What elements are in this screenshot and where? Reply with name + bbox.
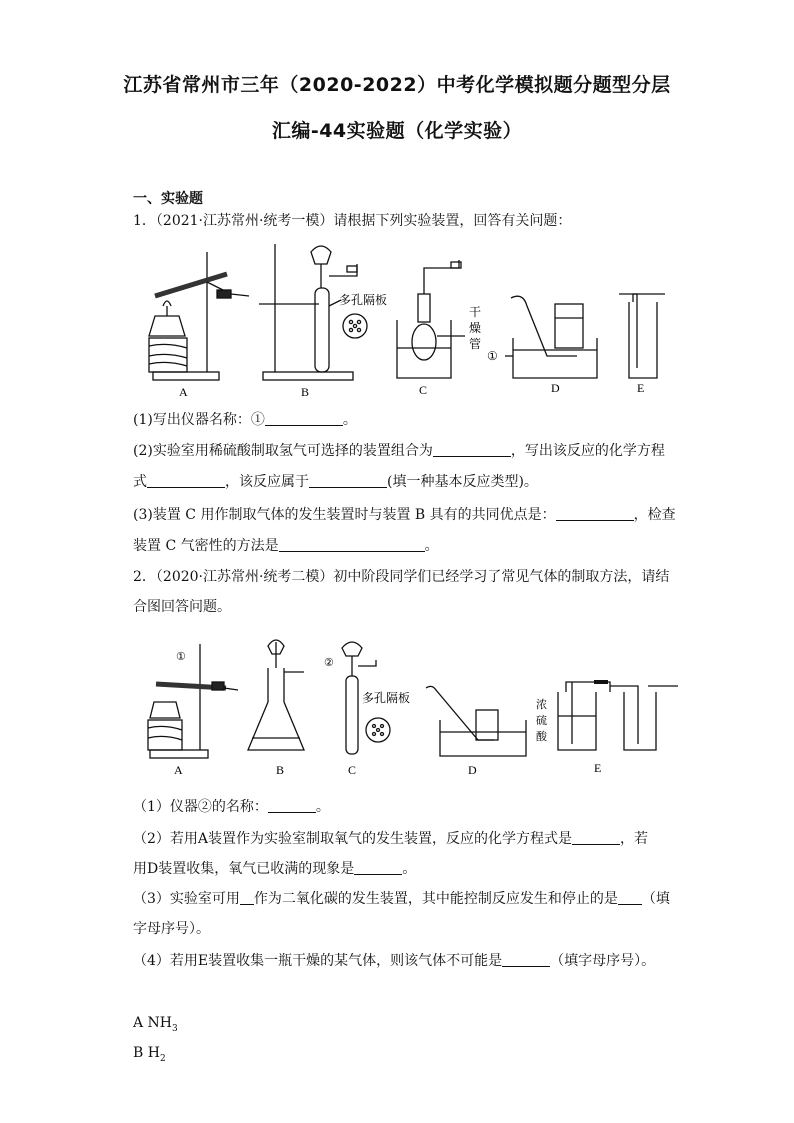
q1-part2-blank-c[interactable]	[309, 473, 387, 488]
q1-a-flame	[163, 301, 171, 306]
q1-label-b: B	[301, 385, 310, 399]
q2-label-d: D	[468, 763, 477, 777]
q1-part3-line1: (3)装置 C 用作制取气体的发生装置时与装置 B 具有的共同优点是： ，检查	[133, 507, 676, 523]
q1-dry-1: 干	[469, 305, 482, 319]
q2-part3-line2: 字母序号）。	[133, 921, 210, 937]
q1-part2-line2: 式 ，该反应属于 (填一种基本反应类型)。	[133, 474, 538, 490]
q2-part2-blank-a[interactable]	[572, 830, 620, 845]
doc-title-line1: 江苏省常州市三年（2020-2022）中考化学模拟题分题型分层	[123, 74, 671, 96]
q2-part2-line2: 用D装置收集，氧气已收满的现象是 。	[133, 861, 417, 877]
q1-part1: (1)写出仪器名称：① 。	[133, 412, 357, 428]
q1-label-e: E	[637, 381, 645, 395]
q2-part3-line1: （3）实验室可用 作为二氧化碳的发生装置，其中能控制反应发生和停止的是 （填	[133, 891, 670, 907]
q1-label-c: C	[419, 383, 428, 397]
section-heading: 一、实验题	[133, 191, 203, 207]
q2-part3-blank-b[interactable]	[618, 890, 642, 905]
q2-label-c: C	[348, 763, 357, 777]
q1-c-beaker	[397, 320, 451, 378]
q2-mark-1: ①	[176, 651, 186, 663]
q2-part2-line1: （2）若用A装置作为实验室制取氧气的发生装置，反应的化学方程式是 ，若	[133, 831, 649, 847]
q2-part1: （1）仪器②的名称： 。	[133, 799, 330, 815]
q1-a-base	[153, 372, 219, 380]
q2-acid-1: 浓	[536, 699, 547, 711]
q1-part3-line2: 装置 C 气密性的方法是 。	[133, 538, 439, 554]
q2-label-e: E	[594, 761, 602, 775]
q2-acid-3: 酸	[536, 731, 547, 743]
q2-part1-blank[interactable]	[268, 798, 316, 813]
q1-d-bottle	[555, 304, 583, 348]
q2-e-bottle-2	[624, 692, 656, 750]
q1-part3-blank-b[interactable]	[279, 537, 425, 552]
q1-apparatus-figure	[135, 238, 675, 403]
q1-part2-line1: (2)实验室用稀硫酸制取氢气可选择的装置组合为 ，写出该反应的化学方程	[133, 443, 665, 459]
q2-option-b[interactable]: B $H_2$	[133, 1045, 166, 1064]
q1-b-test-tube	[315, 288, 329, 372]
q1-dry-2: 燥	[469, 321, 482, 335]
q1-label-d: D	[551, 381, 560, 395]
q2-part4: （4）若用E装置收集一瓶干燥的某气体，则该气体不可能是 （填字母序号）。	[133, 953, 656, 969]
q1-plate-label: 多孔隔板	[339, 293, 388, 307]
q2-mark-2: ②	[324, 657, 334, 669]
q2-label-b: B	[276, 763, 285, 777]
q1-a-test-tube	[155, 274, 227, 296]
doc-title-line2: 汇编-44实验题（化学实验）	[271, 120, 523, 142]
q1-a-delivery-tube	[231, 294, 249, 296]
q1-e-bottle	[629, 302, 657, 378]
q2-plate-label: 多孔隔板	[362, 691, 411, 705]
q1-a-lamp	[149, 316, 185, 336]
q1-mark-1: ①	[487, 349, 498, 363]
q1-b-plate-icon	[343, 314, 367, 338]
q2-acid-2: 硫	[536, 715, 547, 727]
q2-e-bottle-1	[558, 692, 596, 750]
q1-b-funnel	[311, 246, 331, 288]
q1-c-bulb	[412, 324, 436, 360]
q1-a-clamp	[207, 282, 223, 290]
q2-part2-blank-b[interactable]	[354, 860, 402, 875]
q2-part3-blank-a[interactable]	[240, 890, 254, 905]
q1-label-a: A	[179, 385, 188, 399]
q1-part1-blank[interactable]	[265, 411, 343, 426]
q2-stem-line1: 2．（2020·江苏常州·统考二模）初中阶段同学们已经学习了常见气体的制取方法，请结	[133, 569, 670, 585]
q1-part3-blank-a[interactable]	[556, 506, 634, 521]
q1-part2-blank-a[interactable]	[433, 442, 511, 457]
q1-stem: 1．（2021·江苏常州·统考一模）请根据下列实验装置，回答有关问题：	[133, 213, 572, 229]
q2-stem-line2: 合图回答问题。	[133, 599, 231, 615]
q1-dry-3: 管	[469, 337, 482, 351]
q2-label-a: A	[174, 763, 183, 777]
q1-part2-blank-b[interactable]	[147, 473, 225, 488]
q1-a-stopper	[217, 290, 231, 298]
q2-option-a[interactable]: A $NH_3$	[133, 1015, 178, 1034]
q2-apparatus-figure	[138, 632, 683, 782]
q2-part4-blank[interactable]	[502, 952, 550, 967]
